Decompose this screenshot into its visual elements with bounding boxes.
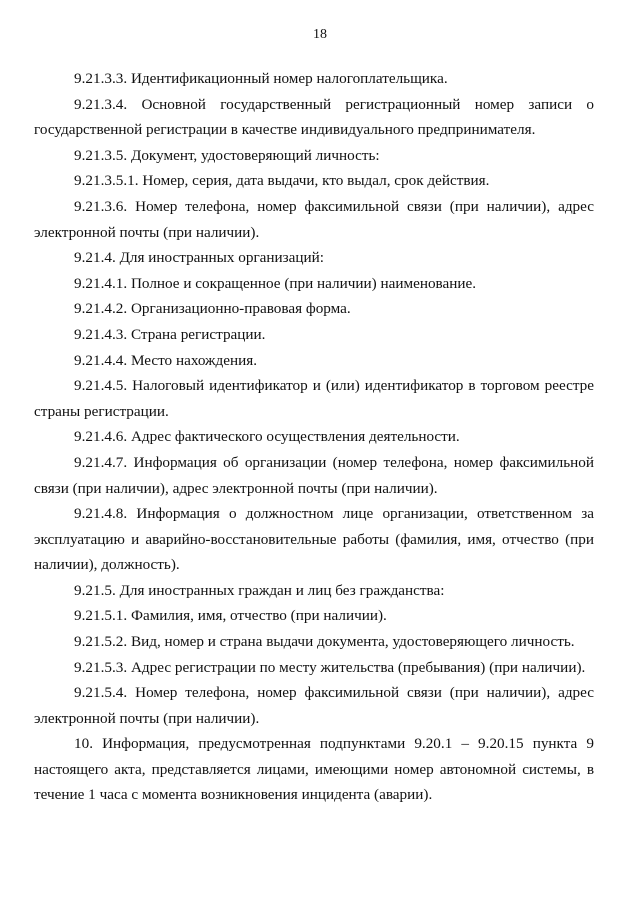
- paragraph-9-21-4-5: 9.21.4.5. Налоговый идентификатор и (или) идентификатор в торговом реестре страны регистрации.: [34, 377, 594, 420]
- paragraph-9-21-5: 9.21.5. Для иностранных граждан и лиц без гражданства:: [74, 581, 445, 599]
- paragraph-9-21-5-1: 9.21.5.1. Фамилия, имя, отчество (при наличии).: [74, 607, 387, 625]
- paragraph-10: 10. Информация, предусмотренная подпунктами 9.20.1 – 9.20.15 пункта 9 настоящего акта, представляется лицами, имеющими номер автономной системы, в течение 1 часа с момента возникновения инцидента (аварии).: [34, 735, 594, 804]
- paragraph-9-21-4-6: 9.21.4.6. Адрес фактического осуществления деятельности.: [74, 428, 460, 446]
- paragraph-9-21-4-8: 9.21.4.8. Информация о должностном лице организации, ответственном за эксплуатацию и аварийно-восстановительные работы (фамилия, имя, отчество (при наличии), должность).: [34, 505, 594, 574]
- paragraph-9-21-5-2: 9.21.5.2. Вид, номер и страна выдачи документа, удостоверяющего личность.: [74, 633, 575, 651]
- page-number: 18: [313, 27, 327, 42]
- paragraph-9-21-5-4: 9.21.5.4. Номер телефона, номер факсимильной связи (при наличии), адрес электронной почты (при наличии).: [34, 684, 594, 727]
- paragraph-9-21-4-2: 9.21.4.2. Организационно-правовая форма.: [74, 300, 351, 318]
- paragraph-9-21-4-7: 9.21.4.7. Информация об организации (номер телефона, номер факсимильной связи (при наличии), адрес электронной почты (при наличии).: [34, 453, 594, 497]
- paragraph-9-21-3-4: 9.21.3.4. Основной государственный регистрационный номер записи о государственной регистрации в качестве индивидуального предпринимателя.: [34, 95, 594, 139]
- document-body: [34, 66, 594, 808]
- paragraph-9-21-3-6: 9.21.3.6. Номер телефона, номер факсимильной связи (при наличии), адрес электронной почты (при наличии).: [34, 197, 594, 241]
- paragraph-9-21-4: 9.21.4. Для иностранных организаций:: [74, 249, 325, 267]
- paragraph-9-21-3-5-1: 9.21.3.5.1. Номер, серия, дата выдачи, кто выдал, срок действия.: [74, 172, 490, 190]
- paragraph-9-21-5-3: 9.21.5.3. Адрес регистрации по месту жительства (пребывания) (при наличии).: [74, 658, 586, 676]
- paragraph-9-21-4-4: 9.21.4.4. Место нахождения.: [74, 351, 258, 369]
- paragraph-9-21-3-3: 9.21.3.3. Идентификационный номер налогоплательщика.: [74, 70, 448, 87]
- paragraph-9-21-4-1: 9.21.4.1. Полное и сокращенное (при наличии) наименование.: [74, 274, 477, 292]
- paragraph-9-21-4-3: 9.21.4.3. Страна регистрации.: [74, 325, 266, 343]
- paragraph-9-21-3-5: 9.21.3.5. Документ, удостоверяющий личность:: [74, 146, 380, 164]
